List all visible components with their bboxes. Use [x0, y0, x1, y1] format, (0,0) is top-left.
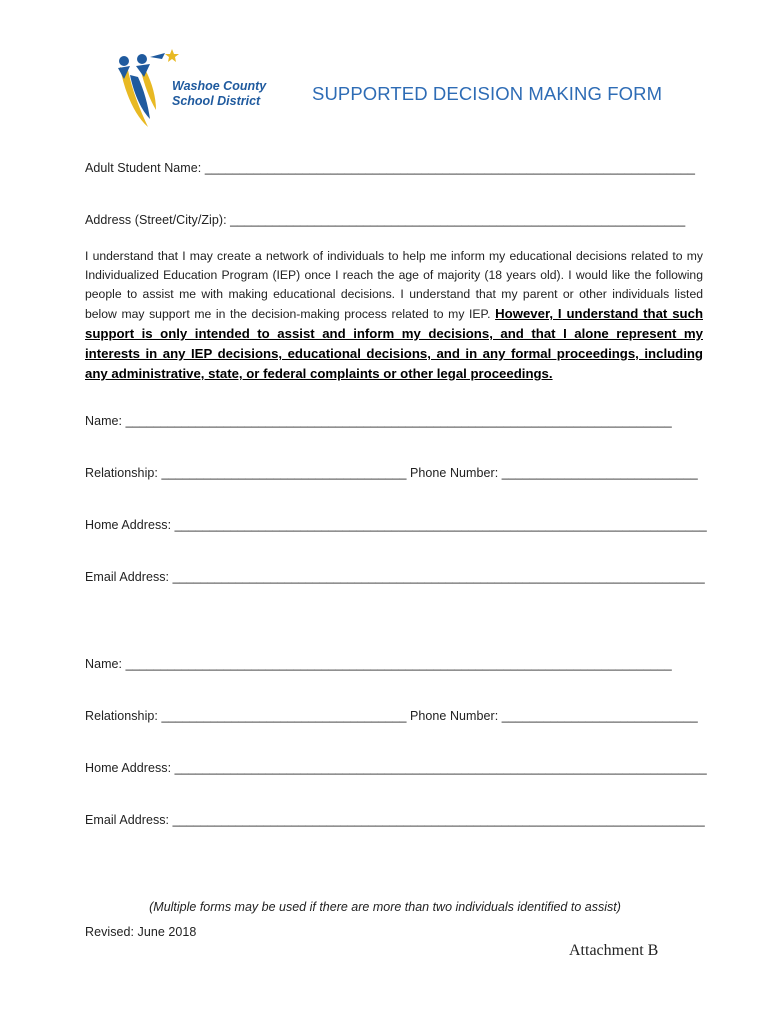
adult-student-name-field[interactable]: Adult Student Name: ______________________________________________________________________	[85, 161, 695, 175]
footnote: (Multiple forms may be used if there are more than two individuals identified to assist)	[149, 900, 621, 914]
person2-name-field[interactable]: Name: ______________________________________________________________________________	[85, 657, 672, 671]
district-logo-icon	[110, 45, 180, 130]
logo-line-1: Washoe County	[172, 79, 267, 93]
person1-relationship-phone-field[interactable]: Relationship: ___________________________________ Phone Number: ____________________________	[85, 466, 698, 480]
statement-text: I understand that I may create a network of individuals to help me inform my educational decisions related to my Individualized Education Program (IEP) once I reach the age of majority (18 years old). I would like the following people to assist me with making educational decisions. I understand that my parent or other individuals listed below may support me in the decision-making process related to my IEP.	[85, 249, 703, 321]
person1-email-address-field[interactable]: Email Address: ____________________________________________________________________________	[85, 570, 705, 584]
attachment-label: Attachment B	[569, 942, 659, 959]
address-field[interactable]: Address (Street/City/Zip): _________________________________________________________________	[85, 213, 686, 227]
statement-paragraph	[85, 247, 703, 384]
person1-home-address-field[interactable]: Home Address: ____________________________________________________________________________	[85, 518, 707, 532]
district-logo	[110, 45, 270, 130]
form-title: SUPPORTED DECISION MAKING FORM	[312, 83, 663, 104]
person2-email-address-field[interactable]: Email Address: ____________________________________________________________________________	[85, 813, 705, 827]
person2-relationship-phone-field[interactable]: Relationship: ___________________________________ Phone Number: ____________________________	[85, 709, 698, 723]
logo-line-2: School District	[172, 94, 261, 108]
logo-text	[172, 79, 272, 109]
person1-name-field[interactable]: Name: ______________________________________________________________________________	[85, 414, 672, 428]
revised-date: Revised: June 2018	[85, 925, 197, 939]
person2-home-address-field[interactable]: Home Address: ____________________________________________________________________________	[85, 761, 707, 775]
statement-emphasis: However, I understand that such support is only intended to assist and inform my decisions, and that I alone represent my interests in any IEP decisions, educational decisions, and in any formal proceedings, including any administrative, state, or federal complaints or other legal proceedings.	[85, 306, 703, 381]
